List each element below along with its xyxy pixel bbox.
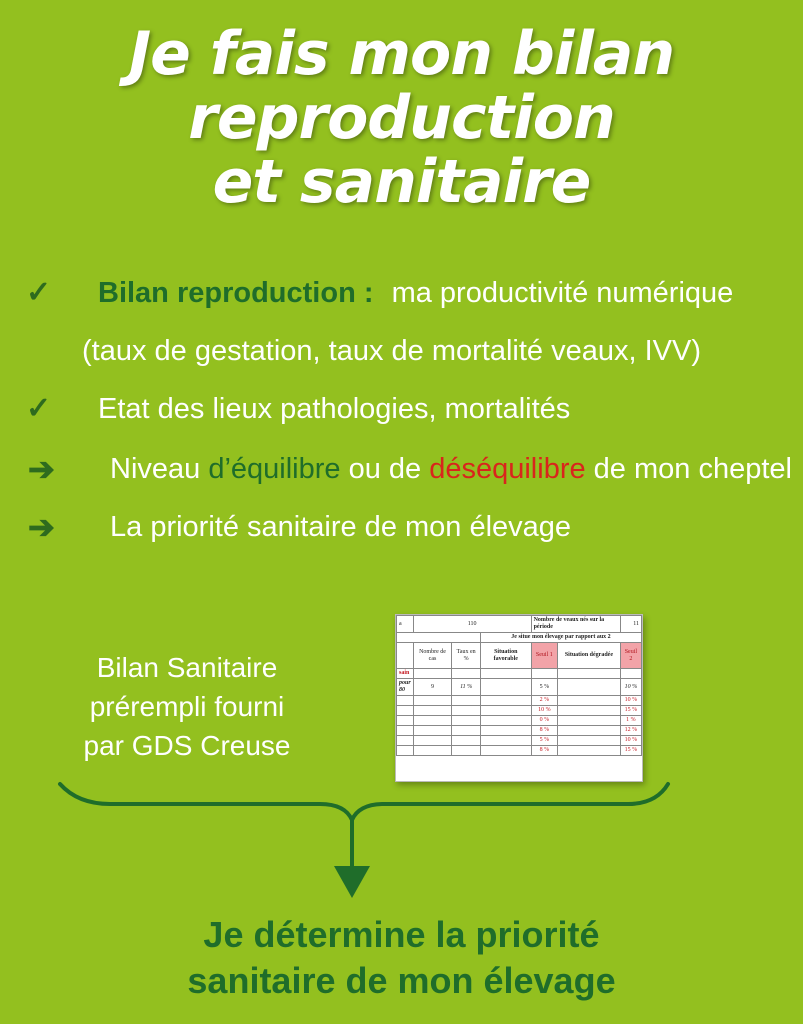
doc-row-label-1: sain [397, 669, 414, 679]
doc-col-taux: Taux en % [452, 643, 481, 669]
doc-col-seuil1: Seuil 1 [531, 643, 558, 669]
doc-seuil2-2: 15 % [620, 706, 641, 716]
etat-des-lieux-text: Etat des lieux pathologies, mortalités [98, 393, 571, 425]
arrow-right-icon: ➔ [28, 451, 55, 487]
brace-line [60, 784, 668, 820]
doc-seuil1-5: 5 % [531, 736, 558, 746]
doc-col-seuil2: Seuil 2 [620, 643, 641, 669]
title-line-2: reproduction [188, 83, 615, 153]
conclusion-text [0, 912, 803, 1004]
doc-col-favorable: Situation favorable [480, 643, 531, 669]
doc-seuil2-1: 10 % [620, 696, 641, 706]
doc-situation-caption: Je situe mon élevage par rapport aux 2 [480, 633, 641, 643]
bilan-label-line-3: par GDS Creuse [83, 730, 291, 761]
doc-row-label-2: pour 80 [397, 679, 414, 696]
doc-seuil2-0: 10 % [620, 679, 641, 696]
equilibre-text: d’équilibre [208, 453, 341, 485]
doc-seuil2-3: 1 % [620, 716, 641, 726]
priorite-text: La priorité sanitaire de mon élevage [110, 511, 572, 543]
doc-row-taux: 11 % [452, 679, 481, 696]
doc-seuil2-5: 10 % [620, 736, 641, 746]
doc-seuil2-4: 12 % [620, 726, 641, 736]
bilan-reproduction-label: Bilan reproduction : [98, 277, 374, 309]
doc-row-nombre: 9 [413, 679, 452, 696]
title-line-1: Je fais mon bilan [128, 19, 675, 89]
doc-row-a-label: a [397, 616, 414, 633]
conclusion-line-1: Je détermine la priorité [203, 914, 600, 955]
arrow-right-icon: ➔ [28, 509, 55, 545]
check-icon: ✓ [26, 276, 52, 309]
doc-seuil1-2: 10 % [531, 706, 558, 716]
desequilibre-text: déséquilibre [429, 453, 586, 485]
doc-seuil2-6: 15 % [620, 746, 641, 756]
niveau-text-1: Niveau [110, 453, 209, 485]
doc-seuil1-0: 5 % [531, 679, 558, 696]
doc-col-nombre: Nombre de cas [413, 643, 452, 669]
doc-header-text: Nombre de veaux nés sur la période [531, 616, 620, 633]
bilan-label-line-2: prérempli fourni [89, 691, 285, 722]
bilan-label-line-1: Bilan Sanitaire [96, 652, 278, 683]
doc-row-a-value: 110 [413, 616, 531, 633]
doc-col-degradee: Situation dégradée [558, 643, 621, 669]
details-text: (taux de gestation, taux de mortalité veaux, IVV) [82, 335, 701, 367]
arrow-down-icon [334, 866, 370, 898]
doc-seuil1-1: 2 % [531, 696, 558, 706]
doc-seuil1-6: 8 % [531, 746, 558, 756]
conclusion-line-2: sanitaire de mon élevage [187, 960, 616, 1001]
title-line-3: et sanitaire [212, 147, 591, 217]
bilan-reproduction-text: ma productivité numérique [391, 277, 734, 309]
doc-seuil1-3: 0 % [531, 716, 558, 726]
niveau-text-2: ou de [340, 453, 430, 485]
check-icon: ✓ [26, 392, 52, 425]
niveau-text-3: de mon cheptel [585, 453, 792, 485]
doc-header-value: 11 [620, 616, 641, 633]
doc-seuil1-4: 8 % [531, 726, 558, 736]
